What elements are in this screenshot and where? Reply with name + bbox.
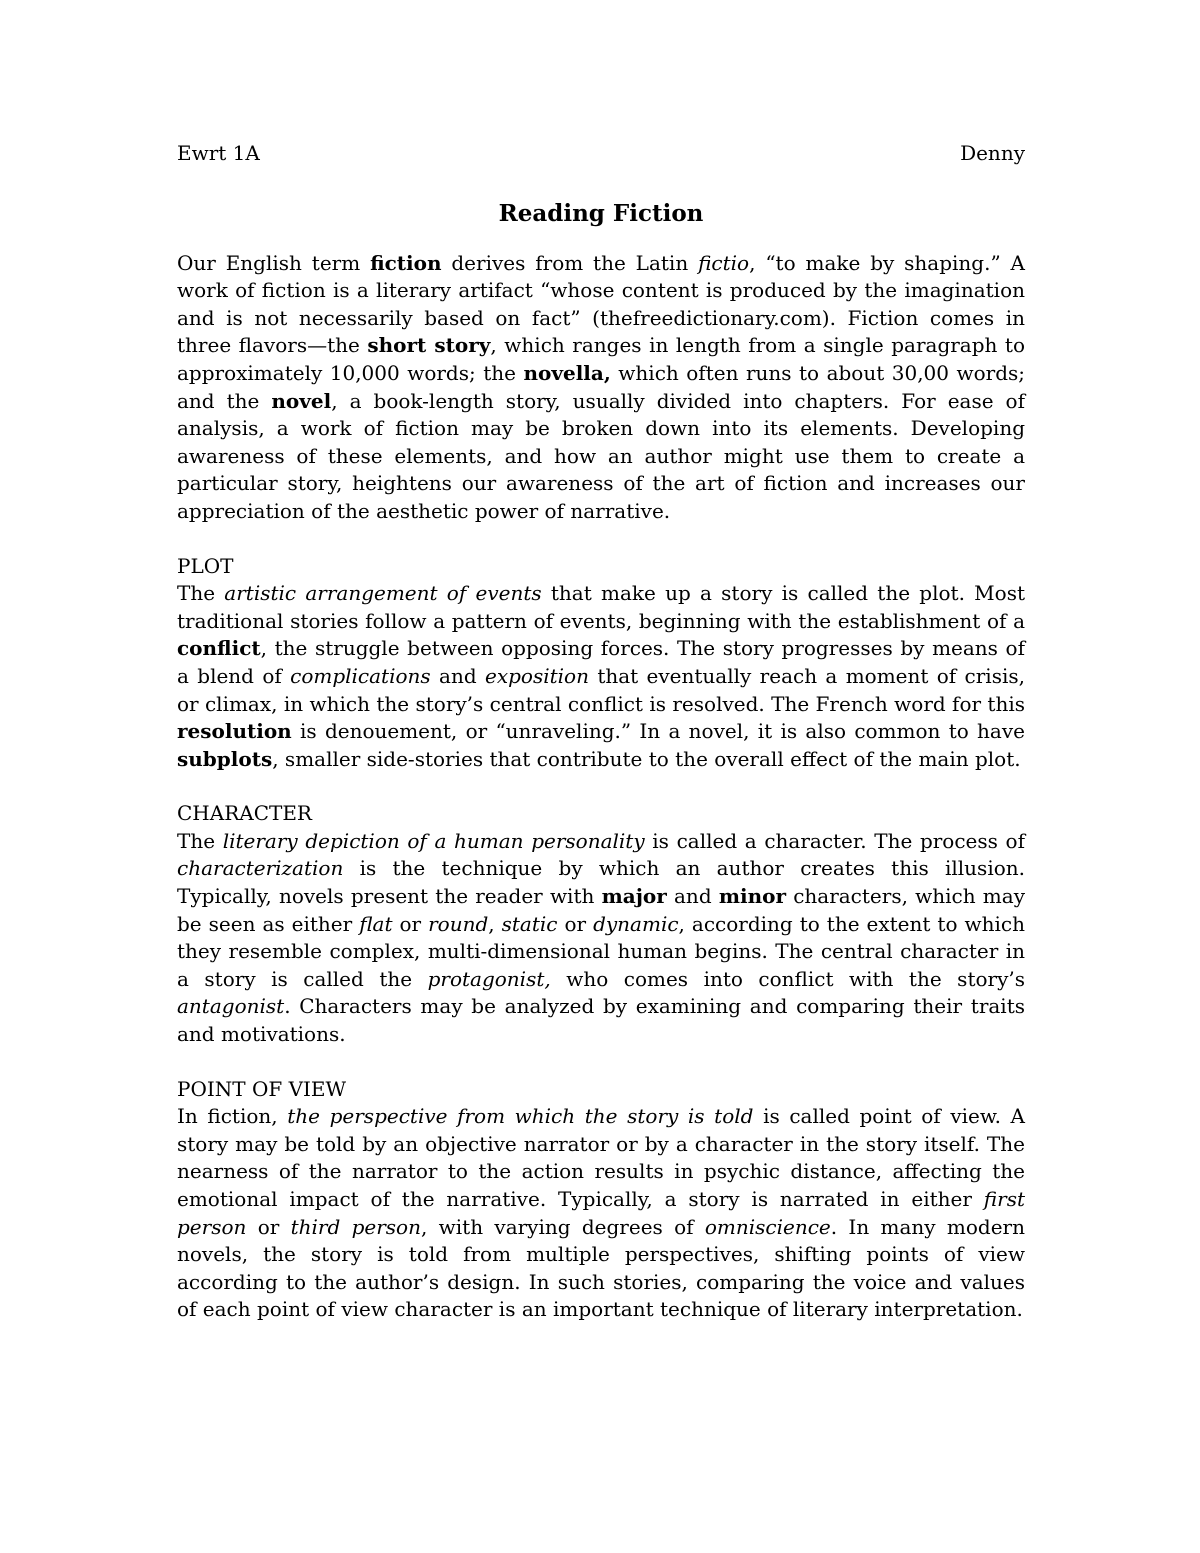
text-run: characters, which may be seen as either [177,884,1025,936]
section-heading: PLOT [177,553,234,578]
italic-phrase: dynamic [593,911,679,936]
text-run: , “to make by shaping.” A work of fiction is a literary artifact “whose content is produced by the imagination and is not necessarily based on fact” (thefreedictionary.com). Fiction comes in three flavors—the [177,250,1026,358]
text-run: Our English term [177,250,371,275]
bold-term: major [601,884,667,909]
italic-phrase: artistic arrangement of events [224,581,542,606]
italic-phrase: round [428,911,489,936]
text-run: , a book-length story, usually divided into chapters. For ease of analysis, a work of fiction may be broken down into its elements. Developing awareness of these elements, and how an author might use them to create a particular story, heightens our awareness of the art of fiction and increases our appreciation of the aesthetic power of narrative. [177,388,1026,523]
text-run: is the technique by which an author creates this illusion. Typically, novels present the reader with [177,856,1025,909]
section-body [177,580,1025,773]
italic-phrase: first person [177,1187,1025,1239]
bold-term: novel [271,388,332,413]
document-title: Reading Fiction [498,200,704,227]
text-run: . In many modern novels, the story is told from multiple perspectives, shifting points of view according to the author’s design. In such stories, comparing the voice and values of each point of view character is an important technique of literary interpretation. [177,1214,1025,1322]
course-label: Ewrt 1A [177,141,260,165]
italic-phrase: characterization [177,856,344,881]
bold-term: fiction [370,250,442,275]
text-run: The [177,828,223,853]
text-run: which often runs to about 30,00 words; and the [177,360,1026,413]
section-heading: POINT OF VIEW [177,1076,347,1101]
text-run: is called a character. The process of [644,828,1025,853]
bold-term: subplots [177,746,273,771]
italic-phrase: flat [359,911,393,936]
text-run: , smaller side-stories that contribute to the overall effect of the main plot. [272,746,1021,771]
section-plot [177,553,1025,774]
italic-phrase: protagonist, [427,966,551,991]
text-run: , with varying degrees of [420,1214,705,1239]
bold-term: resolution [177,719,292,744]
text-run: is called point of view. A story may be told by an objective narrator or by a character in the story itself. The nearness of the narrator to the action results in psychic distance, affecting the emotional impact of the narrative. Typically, a story is narrated in either [177,1104,1026,1211]
text-run: In fiction, [177,1104,288,1129]
section-body [177,828,1025,1049]
text-run: . Characters may be analyzed by examining and comparing their traits and motivations. [177,994,1025,1047]
text-run: that eventually reach a moment of crisis, or climax, in which the story’s central conflict is resolved. The French word for this [177,663,1025,716]
text-run: or [246,1214,291,1239]
bold-term: conflict [177,636,261,661]
italic-phrase: exposition [484,663,589,688]
intro-paragraph [177,250,1025,526]
section-point-of-view [177,1076,1025,1324]
italic-phrase: third person [290,1214,421,1239]
italic-phrase: static [501,911,558,936]
section-character [177,800,1025,1048]
page-header [177,140,1025,170]
text-run: , [488,911,502,936]
text-run: that make up a story is called the plot. Most traditional stories follow a pattern of events, beginning with the establishment of a [177,581,1025,633]
italic-phrase: antagonist [177,994,285,1019]
text-run: , the struggle between opposing forces. The story progresses by means of a blend of [177,636,1025,688]
text-run: , according to the extent to which they resemble complex, multi-dimensional human begins. The central character in a story is called the [177,911,1025,991]
bold-term: short story [367,333,491,358]
italic-phrase: literary depiction of a human personality [222,828,645,853]
text-run: is denouement, or “unraveling.” In a novel, it is also common to have [291,719,1025,744]
text-run: and [666,884,719,909]
text-run: or [392,911,429,936]
text-run: who comes into conflict with the story’s [550,966,1026,991]
bold-term: minor [718,884,786,909]
document-page [177,140,1025,1324]
bold-term: novella, [523,360,611,385]
italic-phrase: fictio [698,250,750,275]
text-run: and [430,663,485,688]
section-heading: CHARACTER [177,801,312,826]
text-run: , which ranges in length from a single paragraph to approximately 10,000 words; the [177,333,1026,385]
italic-phrase: omniscience [704,1214,831,1239]
section-body [177,1103,1025,1324]
italic-phrase: complications [290,663,431,688]
text-run: or [557,911,594,936]
text-run: derives from the Latin [441,250,699,275]
instructor-label: Denny [960,141,1025,165]
italic-phrase: the perspective from which the story is told [287,1104,754,1129]
text-run: The [177,581,225,606]
